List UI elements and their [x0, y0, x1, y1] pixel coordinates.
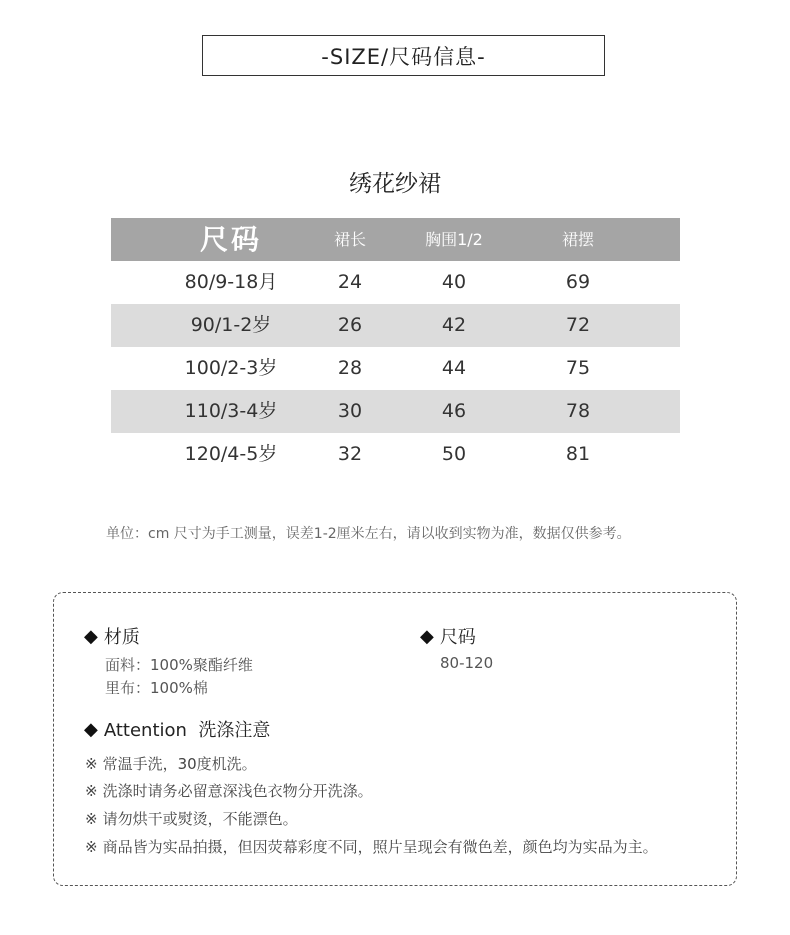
size-info-value: 80-120	[440, 654, 494, 672]
care-line	[85, 808, 298, 829]
cell-hem: 81	[565, 443, 591, 465]
cell-size: 80/9-18月	[184, 271, 278, 293]
care-line-text: 商品皆为实品拍摄，但因荧幕彩度不同，照片呈现会有微色差，颜色均为实品为主。	[102, 838, 658, 856]
material-line-fabric: 面料：100%聚酯纤维	[105, 656, 253, 674]
table-row	[111, 261, 680, 304]
diamond-icon: ◆	[420, 625, 434, 647]
cell-size: 100/2-3岁	[184, 357, 278, 379]
header-cell-length: 裙长	[333, 230, 366, 249]
material-title	[84, 623, 140, 649]
size-table-header	[111, 218, 680, 261]
cell-hem: 72	[565, 314, 591, 336]
reference-mark-icon: ※	[85, 838, 98, 856]
care-line	[85, 780, 373, 801]
measurement-note: 单位：cm 尺寸为手工测量，误差1-2厘米左右，请以收到实物为准，数据仅供参考。	[106, 526, 631, 542]
care-line-text: 常温手洗，30度机洗。	[102, 755, 257, 773]
care-line	[85, 836, 658, 857]
size-info-title	[420, 623, 476, 649]
header-cell-chest: 胸围1/2	[425, 230, 483, 249]
diamond-icon: ◆	[84, 625, 98, 647]
product-info-box	[53, 592, 737, 886]
cell-size: 120/4-5岁	[184, 443, 278, 465]
section-header-title: -SIZE/尺码信息-	[321, 44, 486, 69]
cell-hem: 75	[565, 357, 591, 379]
cell-length: 26	[337, 314, 363, 336]
size-info-title-label: 尺码	[439, 627, 476, 648]
cell-chest: 46	[441, 400, 467, 422]
care-line-text: 洗涤时请务必留意深浅色衣物分开洗涤。	[102, 782, 373, 800]
cell-size: 90/1-2岁	[190, 314, 272, 336]
cell-chest: 44	[441, 357, 467, 379]
section-header	[202, 35, 605, 76]
reference-mark-icon: ※	[85, 810, 98, 828]
size-table	[111, 218, 680, 476]
cell-length: 32	[337, 443, 363, 465]
table-row	[111, 347, 680, 390]
care-title-label: Attention 洗涤注意	[103, 720, 271, 741]
cell-size: 110/3-4岁	[184, 400, 278, 422]
care-line-text: 请勿烘干或熨烫，不能漂色。	[102, 810, 298, 828]
cell-length: 24	[337, 271, 363, 293]
table-row	[111, 390, 680, 433]
material-title-label: 材质	[103, 627, 140, 648]
table-row	[111, 304, 680, 347]
table-row	[111, 433, 680, 476]
cell-chest: 50	[441, 443, 467, 465]
product-title: 绣花纱裙	[349, 171, 441, 197]
material-line-lining: 里布：100%棉	[105, 679, 208, 697]
cell-hem: 69	[565, 271, 591, 293]
cell-chest: 40	[441, 271, 467, 293]
header-cell-size: 尺码	[199, 223, 262, 256]
header-cell-hem: 裙摆	[561, 230, 594, 249]
diamond-icon: ◆	[84, 718, 98, 740]
reference-mark-icon: ※	[85, 755, 98, 773]
care-line	[85, 753, 257, 774]
cell-hem: 78	[565, 400, 591, 422]
cell-length: 30	[337, 400, 363, 422]
cell-length: 28	[337, 357, 363, 379]
care-title	[84, 716, 270, 742]
reference-mark-icon: ※	[85, 782, 98, 800]
cell-chest: 42	[441, 314, 467, 336]
